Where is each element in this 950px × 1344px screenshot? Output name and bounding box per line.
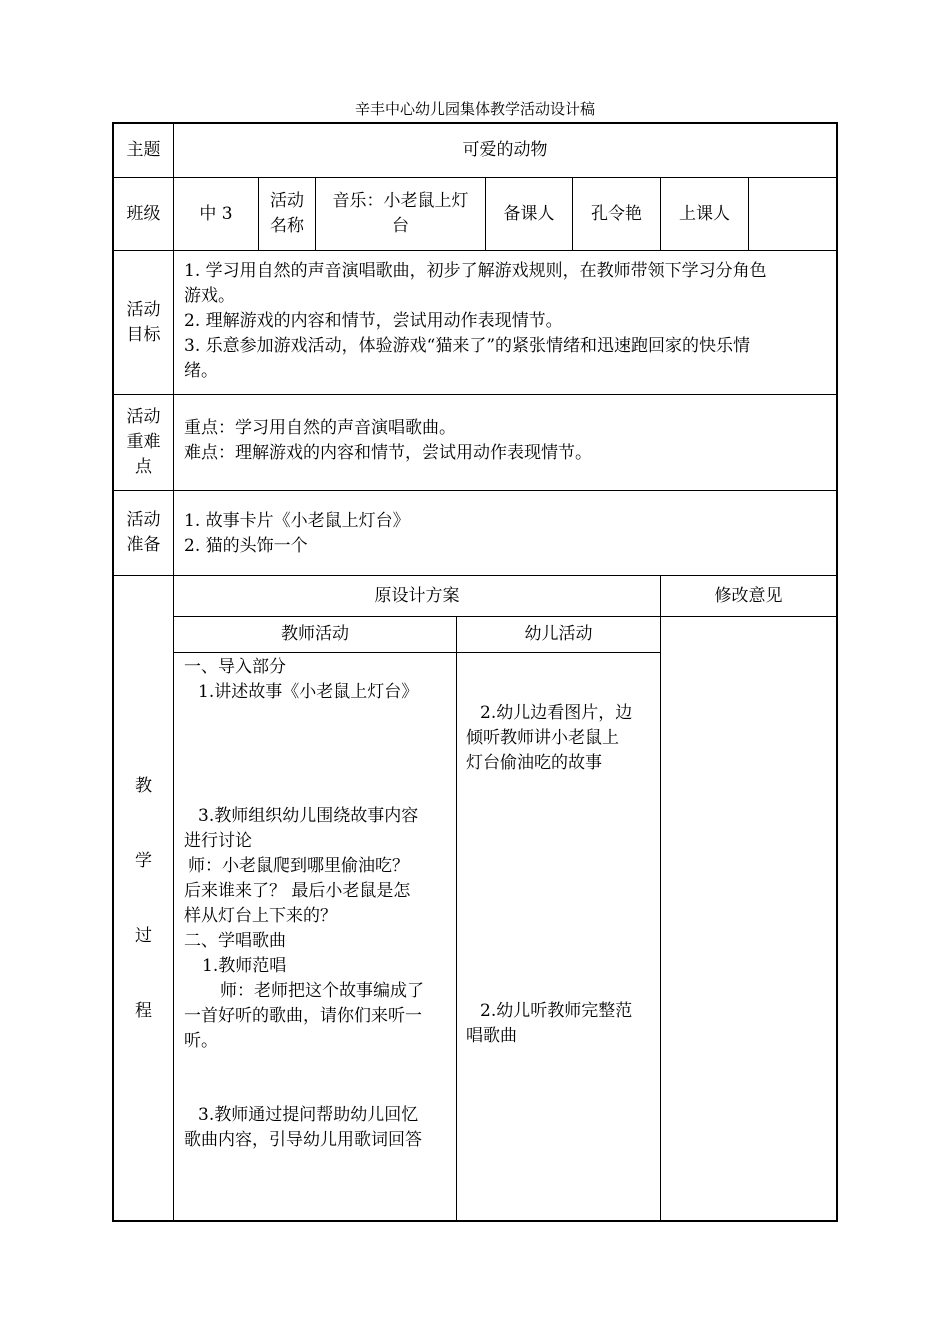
teacher-activity-part2 bbox=[184, 804, 452, 1054]
value-line: 台 bbox=[392, 216, 409, 236]
process-label bbox=[114, 576, 173, 1220]
label-line: 重难 bbox=[126, 432, 161, 452]
table-border-right bbox=[836, 122, 838, 1222]
label-line: 名称 bbox=[270, 216, 304, 236]
original-plan-header: 原设计方案 bbox=[374, 585, 460, 606]
teacher-line: 师：小老鼠爬到哪里偷油吃？ bbox=[188, 856, 409, 876]
label-line: 活动 bbox=[270, 191, 304, 211]
label-char: 过 bbox=[135, 926, 152, 946]
row-divider bbox=[173, 652, 661, 653]
teacher-activity-header: 教师活动 bbox=[281, 624, 349, 644]
child-line: 灯台偷油吃的故事 bbox=[466, 753, 602, 773]
teacher-line: 进行讨论 bbox=[184, 831, 252, 851]
key-point-line: 重点：学习用自然的声音演唱歌曲。 bbox=[184, 418, 456, 438]
child-line: 2.幼儿边看图片，边 bbox=[480, 703, 633, 723]
theme-value: 可爱的动物 bbox=[462, 140, 548, 160]
row-divider bbox=[112, 250, 838, 251]
class-value: 中 3 bbox=[199, 203, 233, 224]
preparation-line: 2. 猫的头饰一个 bbox=[184, 536, 308, 556]
key-points-content bbox=[174, 416, 836, 476]
preparation-label bbox=[114, 491, 173, 575]
table-border-bottom bbox=[112, 1220, 838, 1222]
label-line: 活动 bbox=[126, 407, 161, 427]
child-activity-part1 bbox=[466, 701, 656, 776]
goal-line: 游戏。 bbox=[184, 286, 235, 306]
revision-header: 修改意见 bbox=[714, 585, 783, 606]
row-divider bbox=[112, 490, 838, 491]
document-title: 辛丰中心幼儿园集体教学活动设计稿 bbox=[354, 100, 595, 118]
teacher-line: 3.教师通过提问帮助幼儿回忆 bbox=[198, 1105, 419, 1125]
preparation-line: 1. 故事卡片《小老鼠上灯台》 bbox=[184, 511, 410, 531]
teacher-activity-part3 bbox=[184, 1103, 452, 1153]
goal-line: 1. 学习用自然的声音演唱歌曲，初步了解游戏规则，在教师带领下学习分角色 bbox=[184, 261, 767, 281]
teacher-line: 歌曲内容，引导幼儿用歌词回答 bbox=[184, 1130, 422, 1150]
teacher-line: 样从灯台上下来的？ bbox=[184, 906, 337, 926]
teacher-line: 二、学唱歌曲 bbox=[184, 931, 286, 951]
teacher-activity-part1 bbox=[184, 655, 452, 705]
label-char: 学 bbox=[135, 851, 152, 871]
revision-content bbox=[661, 617, 836, 1220]
teacher-line: 后来谁来了？ 最后小老鼠是怎 bbox=[184, 881, 411, 901]
label-line: 准备 bbox=[126, 535, 161, 555]
teacher-line: 3.教师组织幼儿围绕故事内容 bbox=[198, 806, 419, 826]
label-line: 活动 bbox=[126, 510, 161, 530]
goals-label bbox=[114, 251, 173, 394]
prep-teacher-label: 备课人 bbox=[503, 203, 555, 224]
goal-line: 2. 理解游戏的内容和情节，尝试用动作表现情节。 bbox=[184, 311, 563, 331]
prep-teacher-value: 孔令艳 bbox=[591, 203, 642, 224]
child-activity-part2 bbox=[466, 999, 656, 1049]
lecturer-value bbox=[749, 178, 836, 250]
goals-content bbox=[174, 259, 836, 389]
goal-line: 绪。 bbox=[184, 361, 218, 381]
child-line: 唱歌曲 bbox=[466, 1026, 517, 1046]
child-line: 倾听教师讲小老鼠上 bbox=[466, 728, 619, 748]
label-line: 点 bbox=[135, 457, 152, 477]
teacher-line: 听。 bbox=[184, 1031, 218, 1051]
label-char: 教 bbox=[135, 776, 152, 796]
goal-line: 3. 乐意参加游戏活动，体验游戏“猫来了”的紧张情绪和迅速跑回家的快乐情 bbox=[184, 336, 751, 356]
teacher-line: 师：老师把这个故事编成了 bbox=[220, 981, 424, 1001]
column-divider bbox=[456, 616, 457, 1221]
preparation-content bbox=[174, 509, 836, 569]
label-line: 目标 bbox=[126, 324, 161, 345]
row-divider bbox=[112, 394, 838, 395]
value-line: 音乐：小老鼠上灯 bbox=[332, 191, 469, 211]
class-label: 班级 bbox=[126, 203, 161, 224]
teacher-line: 1.教师范唱 bbox=[202, 956, 287, 976]
teacher-line: 1.讲述故事《小老鼠上灯台》 bbox=[198, 682, 419, 702]
activity-name-label bbox=[259, 178, 315, 250]
child-line: 2.幼儿听教师完整范 bbox=[480, 1001, 633, 1021]
activity-name-value bbox=[316, 178, 485, 250]
theme-label: 主题 bbox=[126, 140, 161, 160]
key-point-line: 难点：理解游戏的内容和情节，尝试用动作表现情节。 bbox=[184, 443, 592, 463]
teacher-line: 一、导入部分 bbox=[184, 657, 286, 677]
key-points-label bbox=[114, 395, 173, 490]
lecturer-label: 上课人 bbox=[679, 203, 730, 224]
child-activity-header: 幼儿活动 bbox=[524, 624, 593, 644]
teacher-line: 一首好听的歌曲，请你们来听一 bbox=[184, 1006, 422, 1026]
label-char: 程 bbox=[135, 1001, 152, 1021]
label-line: 活动 bbox=[126, 299, 161, 320]
